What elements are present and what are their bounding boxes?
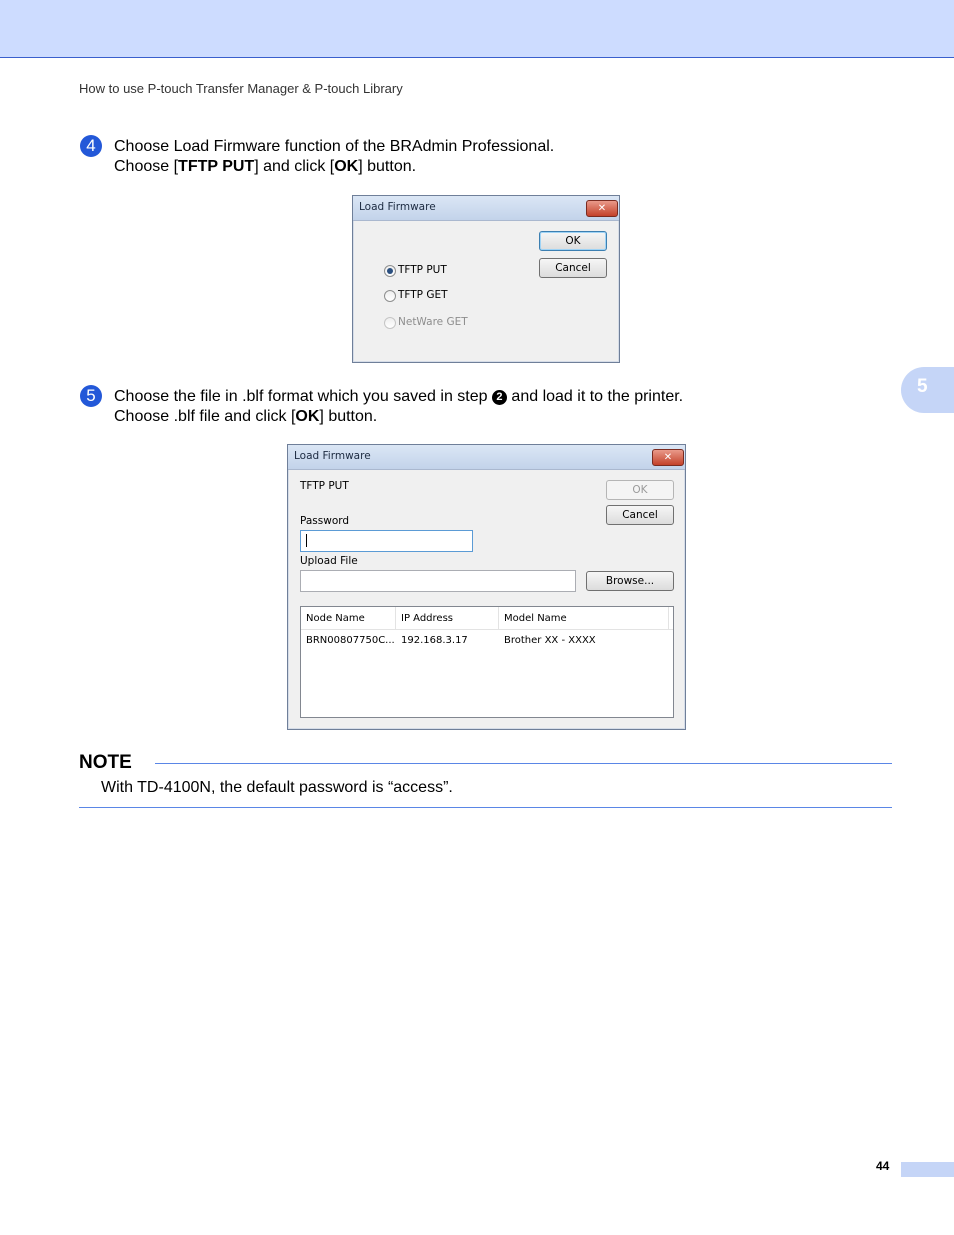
column-header-ip-address[interactable]: IP Address — [396, 607, 499, 629]
load-firmware-dialog-1 — [352, 195, 620, 363]
column-header-model-name[interactable]: Model Name — [499, 607, 669, 629]
note-bottom-rule — [79, 807, 892, 808]
node-list[interactable] — [300, 606, 674, 718]
text-caret — [306, 534, 307, 547]
header-divider — [301, 629, 673, 630]
tftp-get-radio[interactable] — [384, 290, 396, 302]
chapter-tab — [901, 367, 954, 413]
dialog-2-title: Load Firmware — [294, 450, 371, 462]
step-4-line-2: Choose [TFTP PUT] and click [OK] button. — [114, 158, 417, 175]
running-head: How to use P-touch Transfer Manager & P-touch Library — [79, 81, 403, 96]
page-number-bar — [901, 1162, 954, 1177]
tftp-get-label[interactable]: TFTP GET — [398, 289, 448, 301]
dialog-1-titlebar — [353, 196, 619, 221]
password-label: Password — [300, 515, 350, 527]
dialog-2-titlebar — [288, 445, 685, 470]
note-text: With TD-4100N, the default password is “access”. — [101, 779, 453, 796]
dialog-2-ok-button[interactable]: OK — [606, 480, 674, 500]
page-number: 44 — [876, 1159, 890, 1173]
dialog-1-cancel-button[interactable]: Cancel — [539, 258, 607, 278]
note-title: NOTE — [79, 752, 132, 773]
step-5-text — [114, 387, 683, 427]
step-5-line-2: Choose .blf file and click [OK] button. — [114, 408, 378, 425]
step-4-text — [114, 137, 554, 177]
password-input[interactable] — [300, 530, 473, 552]
tftp-put-radio[interactable] — [384, 265, 396, 277]
mode-label: TFTP PUT — [300, 480, 349, 492]
netware-get-label: NetWare GET — [398, 316, 468, 328]
dialog-2-close-button[interactable]: ✕ — [652, 449, 684, 466]
header-band — [0, 0, 954, 58]
step-4-badge: 4 — [80, 135, 102, 157]
step-5-badge: 5 — [80, 385, 102, 407]
note-rule — [155, 763, 892, 764]
browse-button[interactable]: Browse... — [586, 571, 674, 591]
upload-file-input[interactable] — [300, 570, 576, 592]
dialog-2-cancel-button[interactable]: Cancel — [606, 505, 674, 525]
row-node-name[interactable]: BRN00807750C... — [306, 635, 395, 646]
column-header-node-name[interactable]: Node Name — [301, 607, 396, 629]
dialog-1-ok-button[interactable]: OK — [539, 231, 607, 251]
tftp-put-label[interactable]: TFTP PUT — [398, 264, 447, 276]
netware-get-radio — [384, 317, 396, 329]
step-5-line-1: Choose the file in .blf format which you saved in step 2 and load it to the printer. — [114, 388, 684, 405]
step-2-reference: 2 — [492, 390, 507, 405]
dialog-1-close-button[interactable]: ✕ — [586, 200, 618, 217]
load-firmware-dialog-2 — [287, 444, 686, 730]
row-model-name[interactable]: Brother XX - XXXX — [504, 635, 596, 646]
upload-file-label: Upload File — [300, 555, 358, 567]
row-ip-address[interactable]: 192.168.3.17 — [401, 635, 468, 646]
step-4-line-1: Choose Load Firmware function of the BRAdmin Professional. — [114, 138, 555, 155]
dialog-1-title: Load Firmware — [359, 201, 436, 213]
chapter-number: 5 — [917, 376, 928, 397]
